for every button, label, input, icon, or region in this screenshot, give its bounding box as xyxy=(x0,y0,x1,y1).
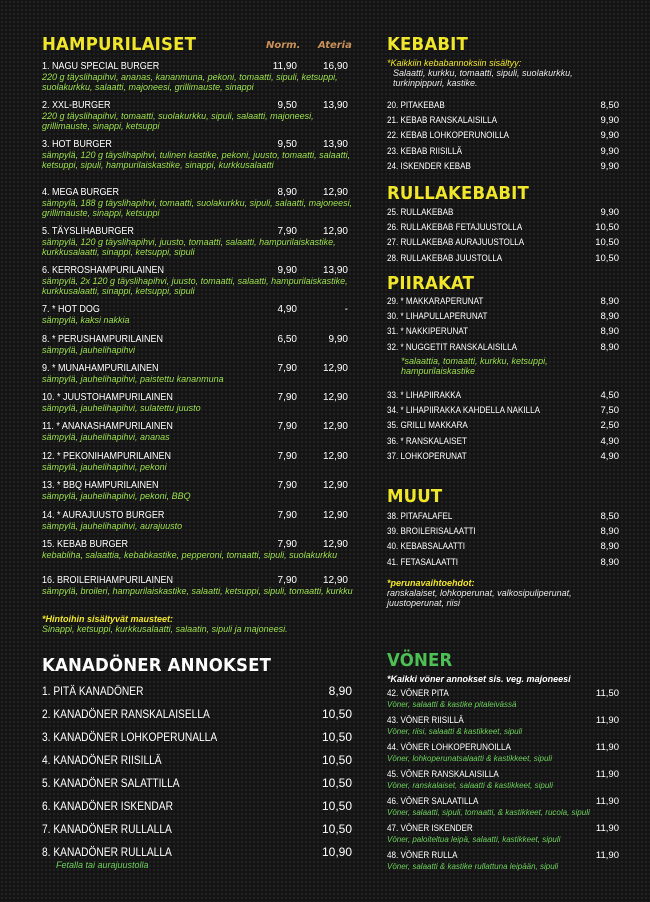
voner-name: 43. VÖNER RIISILLÄ xyxy=(387,715,464,726)
kanadoner-price: 10,50 xyxy=(321,707,352,721)
burger-name: 8. * PERUSHAMPURILAINEN xyxy=(42,334,164,345)
burger-desc: sämpylä, jauhelihapihvi, paistettu kananmuna xyxy=(42,374,224,384)
voner-desc: Vöner, ranskalaiset, salaatti & kastikkeet, sipuli xyxy=(387,781,553,790)
piirakka-price: 8,90 xyxy=(600,311,619,323)
piirakka-item xyxy=(387,311,619,323)
burger-desc: sämpylä, kaksi nakkia xyxy=(42,315,130,325)
kanadoner-item xyxy=(42,845,358,861)
kebab-name: 23. KEBAB RIISILLÄ xyxy=(387,145,462,157)
burger-item xyxy=(42,304,358,315)
kebabit-title: KEBABIT xyxy=(387,34,468,55)
burger-name: 15. KEBAB BURGER xyxy=(42,539,129,550)
burger-price-ateria: 13,90 xyxy=(322,265,348,276)
voner-name: 44. VÖNER LOHKOPERUNOILLA xyxy=(387,742,511,753)
burger-price-ateria: 12,90 xyxy=(322,363,348,374)
muut-name: 40. KEBABSALAATTI xyxy=(387,541,465,553)
rullakebabit-title: RULLAKEBABIT xyxy=(387,183,529,204)
burger-price-norm: 7,90 xyxy=(277,226,297,237)
muut-name: 38. PITAFALAFEL xyxy=(387,511,453,522)
burger-item xyxy=(42,139,358,150)
burger-price-norm: 9,50 xyxy=(277,139,297,150)
rullakebab-item xyxy=(387,253,619,265)
burger-desc: sämpylä, jauhelihapihvi, pekoni, BBQ xyxy=(42,491,191,501)
burger-name: 6. KERROSHAMPURILAINEN xyxy=(42,265,165,276)
burger-price-norm: 7,90 xyxy=(277,575,297,586)
rullakebab-price: 10,50 xyxy=(595,252,619,264)
rullakebab-name: 25. RULLAKEBAB xyxy=(387,207,454,218)
piirakka-name: 36. * RANSKALAISET xyxy=(387,435,467,447)
burger-item xyxy=(42,265,358,276)
piirakka-price: 4,50 xyxy=(600,390,619,401)
muut-price: 8,90 xyxy=(600,541,619,553)
burger-desc: 220 g täyslihapihvi, ananas, kananmuna, pekoni, tomaatti, sipuli, ketsuppi, suolakurkku, salaatti, majoneesi, grillimauste, sinappi xyxy=(42,72,338,92)
burger-item xyxy=(42,61,358,72)
kanadoner-price: 8,90 xyxy=(328,684,352,698)
piirakka-item xyxy=(387,296,619,308)
burger-name: 9. * MUNAHAMPURILAINEN xyxy=(42,363,159,374)
burger-desc: sämpylä, 120 g täyslihapihvi, juusto, tomaatti, salaatti, hampurilaiskastike, kurkkusalaatti, sinappi, ketsuppi, sipuli xyxy=(42,237,336,257)
kanadoner-last-desc: Fetalla tai aurajuustolla xyxy=(56,860,149,870)
burger-price-ateria: 12,90 xyxy=(322,421,348,432)
burger-price-ateria: 12,90 xyxy=(322,539,348,550)
kebabit-note-text: Salaatti, kurkku, tomaatti, sipuli, suolakurkku, turkinpippuri, kastike. xyxy=(393,68,573,88)
burger-name: 11. * ANANASHAMPURILAINEN xyxy=(42,421,173,432)
burger-price-ateria: 12,90 xyxy=(322,187,348,198)
muut-name: 39. BROILERISALAATTI xyxy=(387,526,476,538)
kanadoner-name: 1. PITÄ KANADÖNER xyxy=(42,684,144,698)
kebab-name: 20. PITAKEBAB xyxy=(387,100,445,111)
burger-note-text: Sinappi, ketsuppi, kurkkusalaatti, salaatin, sipuli ja majoneesi. xyxy=(42,624,288,634)
voner-desc: Vöner, salaatti & kastike rullattuna leipään, sipuli xyxy=(387,862,559,871)
voner-item xyxy=(387,769,619,781)
burger-price-ateria: 13,90 xyxy=(322,100,348,111)
kebab-name: 21. KEBAB RANSKALAISILLA xyxy=(387,115,497,127)
voner-note: *Kaikki vöner annokset sis. veg. majoneesi xyxy=(387,674,571,684)
hampurilaiset-title: HAMPURILAISET xyxy=(42,34,197,55)
burger-price-norm: 9,90 xyxy=(277,265,297,276)
burger-price-ateria: 12,90 xyxy=(322,392,348,403)
burger-desc: sämpylä, broileri, hampurilaiskastike, salaatti, ketsuppi, sipuli, tomaatti, kurkku xyxy=(42,586,353,596)
burger-desc: sämpylä, 120 g täyslihapihvi, tulinen kastike, pekoni, juusto, tomaatti, salaatti, ketsuppi, sipuli, hampurilaiskastike, sinappi, kurkkusalaatti xyxy=(42,150,351,170)
piirakka-price: 8,90 xyxy=(600,341,619,353)
piirakka-price: 2,50 xyxy=(600,420,619,432)
kanadoner-item xyxy=(42,822,358,838)
kanadoner-item xyxy=(42,730,358,746)
piirakka-name: 31. * NAKKIPERUNAT xyxy=(387,326,469,338)
burger-desc: sämpylä, 2x 120 g täyslihapihvi, juusto, tomaatti, salaatti, hampurilaiskastike, kurkkusalaatti, sinappi, ketsuppi, sipuli xyxy=(42,276,348,296)
kanadoner-name: 3. KANADÖNER LOHKOPERUNALLA xyxy=(42,730,218,744)
voner-price: 11,90 xyxy=(595,715,619,726)
piirakka-item xyxy=(387,436,619,448)
kebabit-note xyxy=(387,58,619,88)
piirakka-name: 33. * LIHAPIIRAKKA xyxy=(387,390,462,401)
burger-price-ateria: 12,90 xyxy=(322,510,348,521)
piirakka-name: 30. * LIHAPULLAPERUNAT xyxy=(387,311,488,323)
voner-price: 11,90 xyxy=(595,742,619,753)
kanadoner-name: 5. KANADÖNER SALATTILLA xyxy=(42,776,180,790)
piirakka-item xyxy=(387,326,619,338)
kanadoner-item xyxy=(42,707,358,723)
burger-desc: 220 g täyslihapihvi, tomaatti, suolakurkku, sipuli, salaatti, majoneesi, grillimauste, sinappi, ketsuppi xyxy=(42,111,314,131)
burger-item xyxy=(42,575,358,586)
piirakka-price: 8,90 xyxy=(600,326,619,338)
piirakka-name: 34. * LIHAPIIRAKKA KAHDELLA NAKILLA xyxy=(387,405,541,417)
burger-price-norm: 6,50 xyxy=(277,334,297,345)
kebab-item xyxy=(387,161,619,173)
kanadoner-name: 8. KANADÖNER RULLALLA xyxy=(42,845,172,859)
burger-price-ateria: 12,90 xyxy=(322,451,348,462)
kanadoner-item xyxy=(42,776,358,792)
voner-price: 11,90 xyxy=(595,769,619,780)
kanadoner-price: 10,50 xyxy=(321,730,352,744)
burger-desc: sämpylä, 188 g täyslihapihvi, tomaatti, suolakurkku, sipuli, salaatti, majoneesi, grillimauste, sinappi, ketsuppi xyxy=(42,198,353,218)
kebabit-note-title: *Kaikkiin kebabannoksiin sisältyy: xyxy=(387,58,522,68)
col-ateria-header: Ateria xyxy=(318,40,352,51)
burger-name: 10. * JUUSTOHAMPURILAINEN xyxy=(42,392,173,403)
voner-item xyxy=(387,823,619,835)
kanadoner-price: 10,50 xyxy=(321,776,352,790)
voner-name: 46. VÖNER SALAATILLA xyxy=(387,796,479,807)
muut-item xyxy=(387,557,619,569)
burger-item xyxy=(42,187,358,198)
kebab-name: 24. ISKENDER KEBAB xyxy=(387,160,471,172)
burger-price-norm: 7,90 xyxy=(277,363,297,374)
piirakka-price: 4,90 xyxy=(600,450,619,462)
kanadoner-title: KANADÖNER ANNOKSET xyxy=(42,655,272,676)
kanadoner-price: 10,50 xyxy=(321,799,352,813)
kanadoner-price: 10,50 xyxy=(321,822,352,836)
kebab-item xyxy=(387,100,619,112)
rullakebab-name: 28. RULLAKEBAB JUUSTOLLA xyxy=(387,252,503,264)
burger-name: 1. NAGU SPECIAL BURGER xyxy=(42,61,160,72)
kebab-price: 8,50 xyxy=(600,100,619,111)
burger-price-norm: 8,90 xyxy=(277,187,297,198)
voner-price: 11,90 xyxy=(595,796,619,807)
burger-item xyxy=(42,334,358,345)
burger-price-norm: 7,90 xyxy=(277,392,297,403)
kanadoner-name: 7. KANADÖNER RULLALLA xyxy=(42,822,172,836)
voner-name: 48. VÖNER RULLA xyxy=(387,850,458,861)
burger-name: 12. * PEKONIHAMPURILAINEN xyxy=(42,451,172,462)
voner-desc: Vöner, salaatti, sipuli, tomaatti, & kastikkeet, rucola, sipuli xyxy=(387,808,590,817)
piirakat-title: PIIRAKAT xyxy=(387,273,475,294)
burger-item xyxy=(42,100,358,111)
piirakka-item xyxy=(387,420,619,432)
burger-desc: sämpylä, jauhelihapihvi, ananas xyxy=(42,432,170,442)
burger-price-ateria: 16,90 xyxy=(322,61,348,72)
voner-price: 11,90 xyxy=(595,850,619,861)
burger-desc: sämpylä, jauhelihapihvi xyxy=(42,345,136,355)
kebab-price: 9,90 xyxy=(600,145,619,157)
kebab-item xyxy=(387,115,619,127)
voner-item xyxy=(387,688,619,700)
burger-price-norm: 7,90 xyxy=(277,539,297,550)
rullakebab-price: 9,90 xyxy=(600,207,619,218)
rullakebab-price: 10,50 xyxy=(595,222,619,234)
voner-desc: Vöner, lohkoperunatsalaatti & kastikkeet, sipuli xyxy=(387,754,552,763)
muut-price: 8,90 xyxy=(600,556,619,568)
piirakka-item xyxy=(387,390,619,402)
kanadoner-item xyxy=(42,799,358,815)
voner-desc: Vöner, paloiteltua leipä, salaatti, kastikkeet, sipuli xyxy=(387,835,561,844)
burger-price-ateria: - xyxy=(344,304,348,315)
burger-item xyxy=(42,392,358,403)
burger-desc: sämpylä, jauhelihapihvi, pekoni xyxy=(42,462,167,472)
muut-item xyxy=(387,511,619,523)
burger-name: 2. XXL-BURGER xyxy=(42,100,111,111)
kanadoner-name: 6. KANADÖNER ISKENDAR xyxy=(42,799,173,813)
piirakka-price: 4,90 xyxy=(600,435,619,447)
burger-note-title: *Hintoihin sisältyvät mausteet: xyxy=(42,614,174,624)
piirakka-price: 8,90 xyxy=(600,296,619,307)
burger-price-ateria: 12,90 xyxy=(322,226,348,237)
muut-title: MUUT xyxy=(387,486,443,507)
burger-name: 7. * HOT DOG xyxy=(42,304,100,315)
voner-item xyxy=(387,742,619,754)
burger-price-norm: 7,90 xyxy=(277,510,297,521)
kebab-name: 22. KEBAB LOHKOPERUNOILLA xyxy=(387,130,510,142)
piirakka-name: 29. * MAKKARAPERUNAT xyxy=(387,296,484,307)
muut-price: 8,50 xyxy=(600,511,619,522)
burger-desc: sämpylä, jauhelihapihvi, sulatettu juusto xyxy=(42,403,201,413)
voner-item xyxy=(387,715,619,727)
voner-item xyxy=(387,850,619,862)
kanadoner-name: 2. KANADÖNER RANSKALAISELLA xyxy=(42,707,210,721)
voner-name: 47. VÖNER ISKENDER xyxy=(387,823,473,834)
burger-price-norm: 7,90 xyxy=(277,451,297,462)
burger-name: 13. * BBQ HAMPURILAINEN xyxy=(42,480,159,491)
burger-price-ateria: 9,90 xyxy=(328,334,348,345)
burger-name: 14. * AURAJUUSTO BURGER xyxy=(42,510,165,521)
col-norm-header: Norm. xyxy=(266,40,301,51)
piirakka-item xyxy=(387,405,619,417)
burger-price-norm: 7,90 xyxy=(277,421,297,432)
voner-item xyxy=(387,796,619,808)
burger-price-ateria: 12,90 xyxy=(322,480,348,491)
rullakebab-item xyxy=(387,222,619,234)
peruna-note-text: ranskalaiset, lohkoperunat, valkosipuliperunat, juustoperunat, riisi xyxy=(387,588,572,608)
kebab-item xyxy=(387,130,619,142)
burger-price-norm: 11,90 xyxy=(272,61,297,72)
peruna-note-title: *perunavaihtoehdot: xyxy=(387,578,475,588)
burger-spices-note xyxy=(42,614,364,634)
muut-name: 41. FETASALAATTI xyxy=(387,556,459,568)
voner-desc: Vöner, salaatti & kastike pitaleivässä xyxy=(387,700,517,709)
burger-name: 3. HOT BURGER xyxy=(42,139,112,150)
piirakka-item xyxy=(387,451,619,463)
piirakat-note: *salaattia, tomaatti, kurkku, ketsuppi, hampurilaiskastike xyxy=(401,356,548,376)
piirakka-name: 37. LOHKOPERUNAT xyxy=(387,450,467,462)
piirakka-name: 32. * NUGGETIT RANSKALAISILLA xyxy=(387,341,517,353)
peruna-note xyxy=(387,578,627,608)
rullakebab-name: 27. RULLAKEBAB AURAJUUSTOLLA xyxy=(387,237,525,249)
burger-name: 16. BROILERIHAMPURILAINEN xyxy=(42,575,174,586)
kebab-price: 9,90 xyxy=(600,160,619,172)
voner-price: 11,50 xyxy=(595,688,619,699)
burger-price-ateria: 12,90 xyxy=(322,575,348,586)
burger-item xyxy=(42,480,358,491)
kebab-price: 9,90 xyxy=(600,115,619,127)
rullakebab-price: 10,50 xyxy=(595,237,619,249)
burger-item xyxy=(42,510,358,521)
burger-item xyxy=(42,539,358,550)
voner-name: 42. VÖNER PITA xyxy=(387,688,449,699)
voner-title: VÖNER xyxy=(387,650,453,671)
kebab-price: 9,90 xyxy=(600,130,619,142)
muut-item xyxy=(387,526,619,538)
burger-item xyxy=(42,451,358,462)
piirakka-name: 35. GRILLI MAKKARA xyxy=(387,420,468,432)
burger-item xyxy=(42,363,358,374)
burger-item xyxy=(42,421,358,432)
voner-name: 45. VÖNER RANSKALAISILLA xyxy=(387,769,499,780)
burger-desc: kebabliha, salaattia, kebabkastike, pepperoni, tomaatti, sipuli, suolakurkku xyxy=(42,550,338,560)
burger-desc: sämpylä, jauhelihapihvi, aurajuusto xyxy=(42,521,183,531)
rullakebab-name: 26. RULLAKEBAB FETAJUUSTOLLA xyxy=(387,222,523,234)
burger-price-norm: 4,90 xyxy=(277,304,297,315)
burger-name: 4. MEGA BURGER xyxy=(42,187,120,198)
burger-name: 5. TÄYSLIHABURGER xyxy=(42,226,134,237)
kanadoner-item xyxy=(42,753,358,769)
burger-price-norm: 9,50 xyxy=(277,100,297,111)
voner-price: 11,90 xyxy=(595,823,619,834)
burger-item xyxy=(42,226,358,237)
burger-price-ateria: 13,90 xyxy=(322,139,348,150)
kanadoner-item xyxy=(42,684,358,700)
burger-price-norm: 7,90 xyxy=(277,480,297,491)
rullakebab-item xyxy=(387,237,619,249)
rullakebab-item xyxy=(387,207,619,219)
kanadoner-price: 10,90 xyxy=(321,845,352,859)
muut-price: 8,90 xyxy=(600,526,619,538)
piirakka-item xyxy=(387,342,619,354)
piirakka-price: 7,50 xyxy=(600,405,619,417)
voner-desc: Vöner, riisi, salaatti & kastikkeet, sipuli xyxy=(387,727,523,736)
kanadoner-name: 4. KANADÖNER RIISILLÄ xyxy=(42,753,162,767)
kanadoner-price: 10,50 xyxy=(321,753,352,767)
muut-item xyxy=(387,541,619,553)
kebab-item xyxy=(387,146,619,158)
